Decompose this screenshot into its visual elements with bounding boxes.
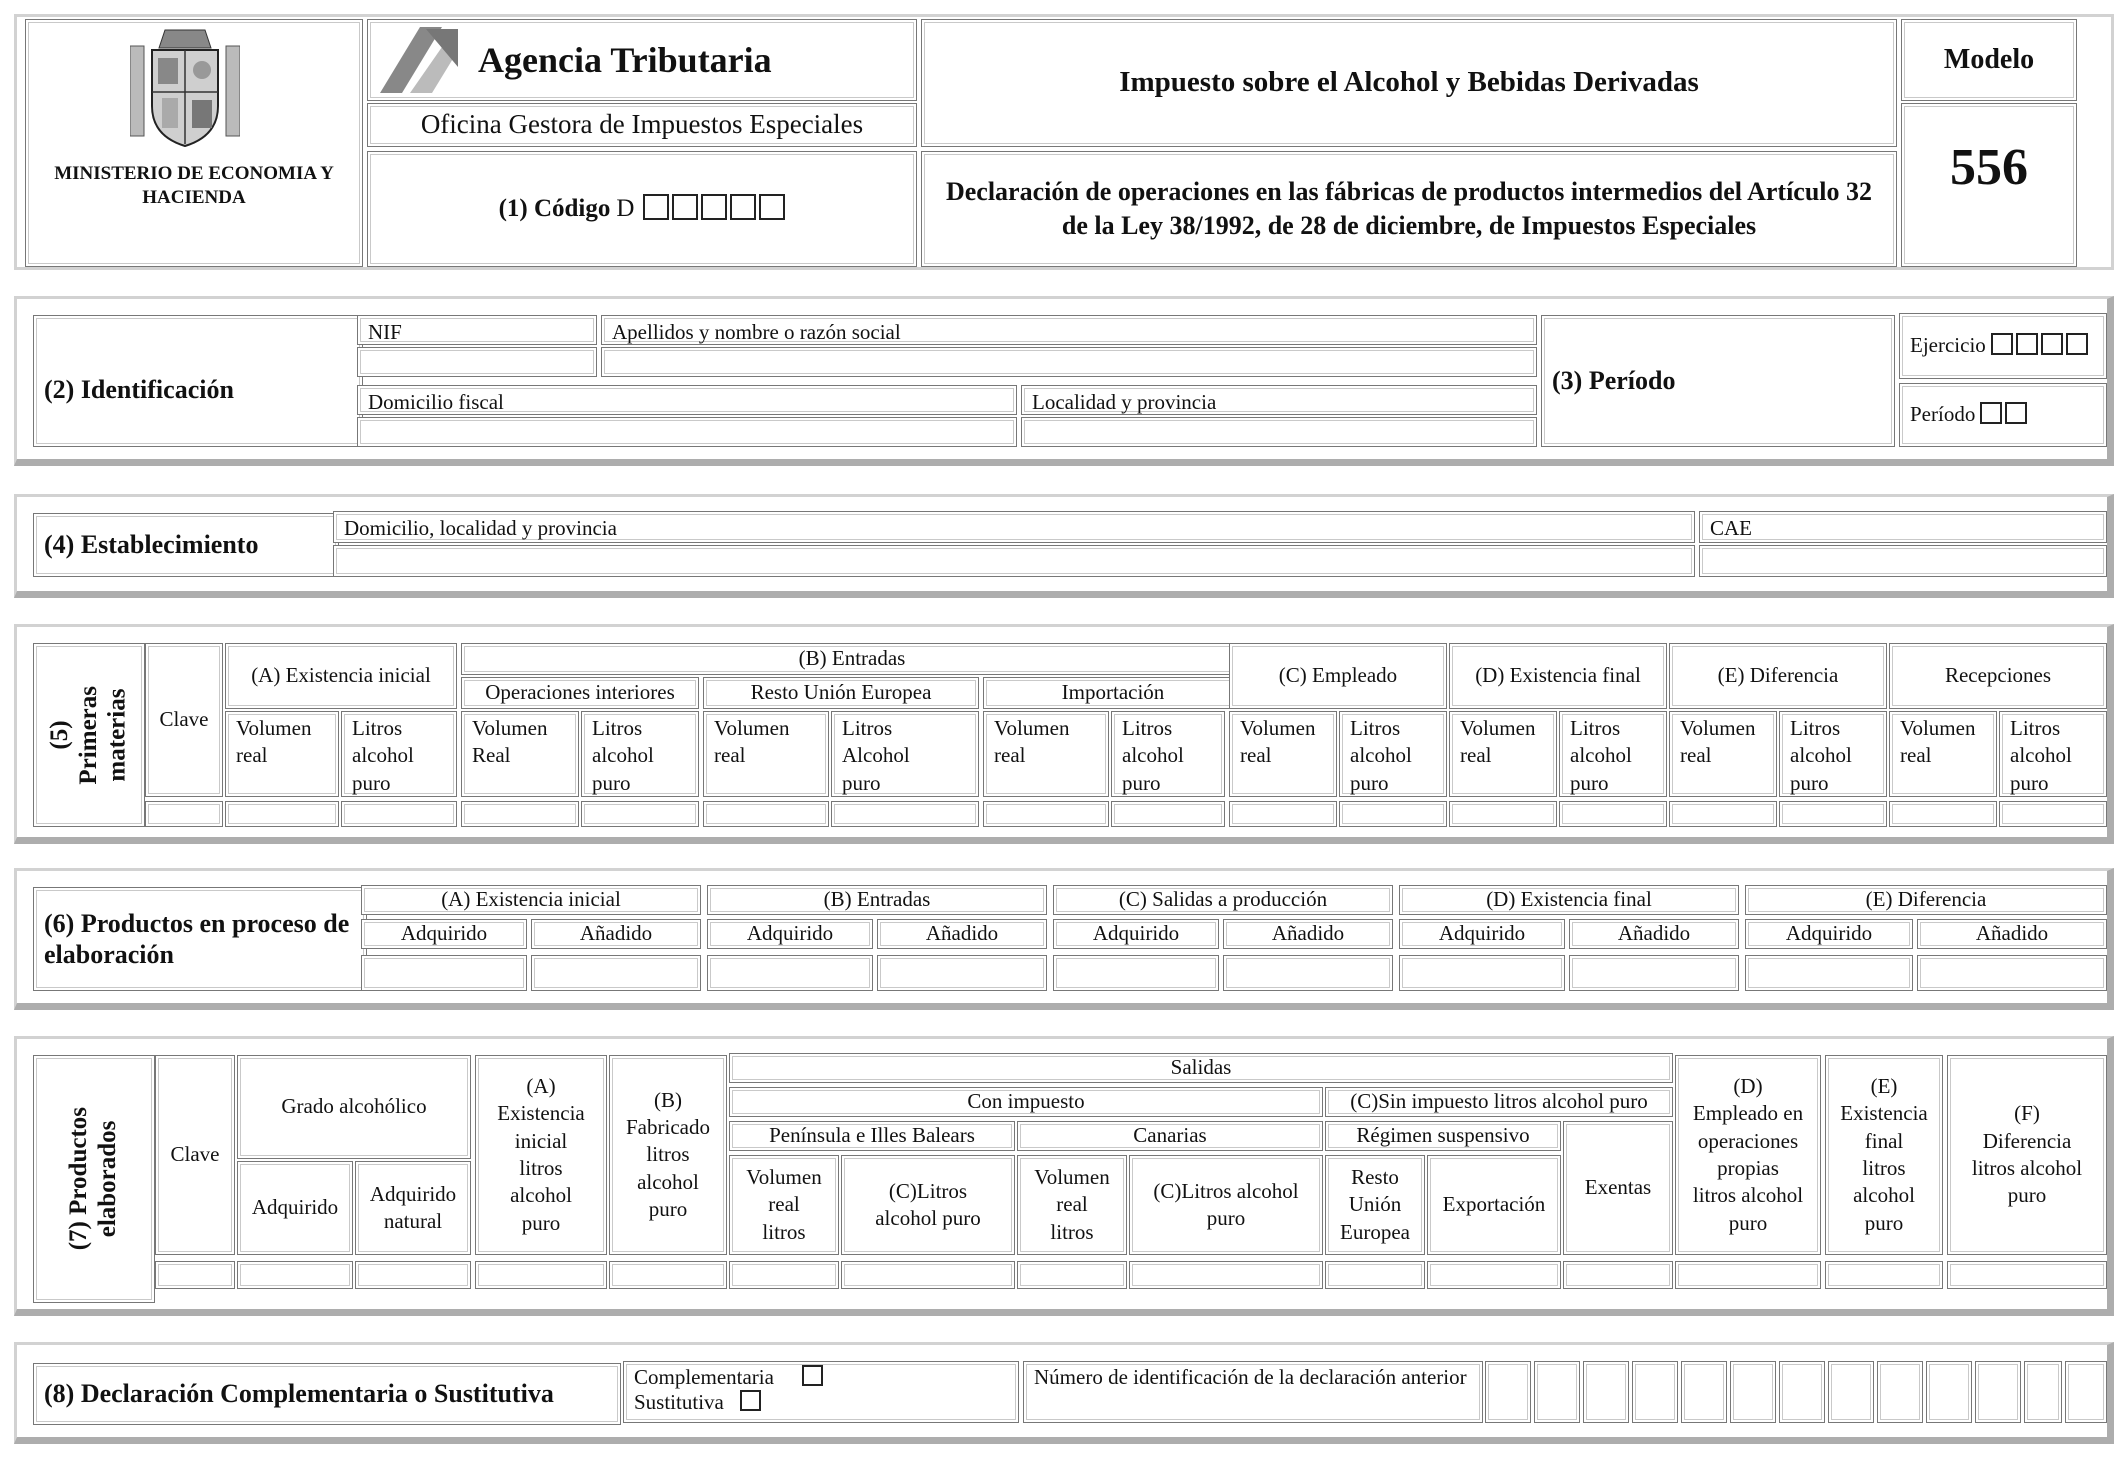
d-volumen-header: Volumen real bbox=[1449, 711, 1557, 797]
pen-volumen-input[interactable] bbox=[729, 1261, 839, 1289]
exentas-header: Exentas bbox=[1563, 1121, 1673, 1255]
ejercicio-label: Ejercicio bbox=[1910, 333, 1986, 358]
section-3-title: (3) Período bbox=[1541, 315, 1895, 447]
b-imp-volumen-header: Volumen real bbox=[983, 711, 1109, 797]
col-a-header: (A) Existencia inicial bbox=[225, 643, 457, 709]
c-volumen-header: Volumen real bbox=[1229, 711, 1337, 797]
agencia-tributaria-logo-icon bbox=[380, 27, 460, 93]
raw-materials-panel bbox=[14, 624, 2114, 844]
p7-f-input[interactable] bbox=[1947, 1261, 2107, 1289]
p6-b-adquirido-header: Adquirido bbox=[707, 919, 873, 949]
complementaria-sustitutiva-cell bbox=[623, 1361, 1019, 1423]
codigo-boxes[interactable] bbox=[640, 194, 785, 224]
c-volumen-input[interactable] bbox=[1229, 801, 1337, 827]
sin-impuesto-header: (C)Sin impuesto litros alcohol puro bbox=[1325, 1087, 1673, 1117]
periodo-label: Período bbox=[1910, 402, 1976, 427]
pen-litros-header: (C)Litros alcohol puro bbox=[841, 1155, 1015, 1255]
domicilio-field[interactable] bbox=[357, 417, 1017, 447]
e-volumen-input[interactable] bbox=[1669, 801, 1777, 827]
establishment-panel bbox=[14, 494, 2114, 598]
p6-a-anadido-input[interactable] bbox=[531, 955, 701, 991]
canarias-header: Canarias bbox=[1017, 1121, 1323, 1151]
numero-box-11[interactable] bbox=[1975, 1361, 2021, 1423]
ejercicio-boxes[interactable] bbox=[1988, 332, 2088, 359]
grado-natural-header: Adquirido natural bbox=[355, 1161, 471, 1255]
nif-label: NIF bbox=[357, 315, 597, 345]
name-field[interactable] bbox=[601, 347, 1537, 377]
periodo-boxes[interactable] bbox=[1977, 401, 2027, 428]
finished-products-panel bbox=[14, 1036, 2114, 1316]
p6-d-header: (D) Existencia final bbox=[1399, 885, 1739, 915]
complementaria-label: Complementaria bbox=[634, 1365, 774, 1389]
regimen-header: Régimen suspensivo bbox=[1325, 1121, 1561, 1151]
complementaria-checkbox[interactable] bbox=[802, 1365, 823, 1386]
p6-d-adquirido-header: Adquirido bbox=[1399, 919, 1565, 949]
can-volumen-header: Volumen real litros bbox=[1017, 1155, 1127, 1255]
p6-a-adquirido-input[interactable] bbox=[361, 955, 527, 991]
col-b-header: (B) Entradas bbox=[461, 643, 1243, 675]
declaration-title: Declaración de operaciones en las fábricas de productos intermedios del Artículo 32 de la Ley 38/1992, de 28 de diciembre, de Impuestos Especiales bbox=[945, 177, 1873, 240]
cae-label: CAE bbox=[1699, 511, 2107, 543]
office-cell bbox=[367, 103, 917, 147]
p6-c-anadido-header: Añadido bbox=[1223, 919, 1393, 949]
grado-header: Grado alcohólico bbox=[237, 1055, 471, 1159]
can-litros-header: (C)Litros alcohol puro bbox=[1129, 1155, 1323, 1255]
p6-e-adquirido-input[interactable] bbox=[1745, 955, 1913, 991]
p7-b-header: (B) Fabricado litros alcohol puro bbox=[609, 1055, 727, 1255]
header-panel bbox=[14, 14, 2114, 270]
section-5-title: (5) Primeras materias bbox=[33, 643, 145, 827]
e-litros-header: Litros alcohol puro bbox=[1779, 711, 1887, 797]
sustitutiva-label: Sustitutiva bbox=[634, 1390, 724, 1415]
peninsula-header: Península e Illes Balears bbox=[729, 1121, 1015, 1151]
p7-a-header: (A) Existencia inicial litros alcohol puro bbox=[475, 1055, 607, 1255]
section-7-title: (7) Productos elaborados bbox=[33, 1055, 155, 1303]
r-litros-header: Litros alcohol puro bbox=[1999, 711, 2107, 797]
numero-box-5[interactable] bbox=[1681, 1361, 1727, 1423]
grado-natural-input[interactable] bbox=[355, 1261, 471, 1289]
b-op-volumen-header: Volumen Real bbox=[461, 711, 579, 797]
salidas-header: Salidas bbox=[729, 1053, 1673, 1083]
op-interiores-header: Operaciones interiores bbox=[461, 677, 699, 709]
numero-box-2[interactable] bbox=[1534, 1361, 1580, 1423]
cae-field[interactable] bbox=[1699, 545, 2107, 577]
p7-clave-input[interactable] bbox=[155, 1261, 235, 1289]
numero-box-4[interactable] bbox=[1632, 1361, 1678, 1423]
b-ue-volumen-input[interactable] bbox=[703, 801, 829, 827]
sustitutiva-checkbox[interactable] bbox=[740, 1390, 761, 1411]
e-litros-input[interactable] bbox=[1779, 801, 1887, 827]
agency-cell bbox=[367, 19, 917, 101]
ejercicio-cell[interactable] bbox=[1899, 313, 2107, 379]
p6-e-anadido-header: Añadido bbox=[1917, 919, 2107, 949]
p7-d-header: (D) Empleado en operaciones propias litros alcohol puro bbox=[1675, 1055, 1821, 1255]
p6-c-adquirido-header: Adquirido bbox=[1053, 919, 1219, 949]
section-4-title: (4) Establecimiento bbox=[33, 513, 339, 577]
d-litros-input[interactable] bbox=[1559, 801, 1667, 827]
nif-field[interactable] bbox=[357, 347, 597, 377]
clave-header: Clave bbox=[145, 643, 223, 797]
col-d-header: (D) Existencia final bbox=[1449, 643, 1667, 709]
p7-a-input[interactable] bbox=[475, 1261, 607, 1289]
numero-box-9[interactable] bbox=[1877, 1361, 1923, 1423]
periodo-cell[interactable] bbox=[1899, 383, 2107, 447]
grado-adquirido-input[interactable] bbox=[237, 1261, 353, 1289]
exentas-input[interactable] bbox=[1563, 1261, 1673, 1289]
p6-e-anadido-input[interactable] bbox=[1917, 955, 2107, 991]
b-op-litros-header: Litros alcohol puro bbox=[581, 711, 699, 797]
r-volumen-input[interactable] bbox=[1889, 801, 1997, 827]
b-imp-litros-input[interactable] bbox=[1111, 801, 1225, 827]
p7-d-input[interactable] bbox=[1675, 1261, 1821, 1289]
establishment-address-label: Domicilio, localidad y provincia bbox=[333, 511, 1695, 543]
col-c-header: (C) Empleado bbox=[1229, 643, 1447, 709]
ministry-cell bbox=[25, 19, 363, 267]
complementary-panel bbox=[14, 1342, 2114, 1444]
b-op-litros-input[interactable] bbox=[581, 801, 699, 827]
office-name: Oficina Gestora de Impuestos Especiales bbox=[420, 109, 864, 140]
clave-input[interactable] bbox=[145, 801, 223, 827]
b-ue-litros-header: Litros Alcohol puro bbox=[831, 711, 979, 797]
p7-clave-header: Clave bbox=[155, 1055, 235, 1255]
name-label: Apellidos y nombre o razón social bbox=[601, 315, 1537, 345]
modelo-label-cell bbox=[1901, 19, 2077, 101]
numero-box-3[interactable] bbox=[1583, 1361, 1629, 1423]
p6-e-header: (E) Diferencia bbox=[1745, 885, 2107, 915]
p6-c-adquirido-input[interactable] bbox=[1053, 955, 1219, 991]
r-volumen-header: Volumen real bbox=[1889, 711, 1997, 797]
p7-e-input[interactable] bbox=[1825, 1261, 1943, 1289]
section-8-title: (8) Declaración Complementaria o Sustitutiva bbox=[33, 1363, 621, 1425]
a-volumen-input[interactable] bbox=[225, 801, 339, 827]
can-litros-input[interactable] bbox=[1129, 1261, 1323, 1289]
exportacion-input[interactable] bbox=[1427, 1261, 1561, 1289]
grado-adquirido-header: Adquirido bbox=[237, 1161, 353, 1255]
modelo-label: Modelo bbox=[1943, 43, 2035, 75]
e-volumen-header: Volumen real bbox=[1669, 711, 1777, 797]
establishment-address-field[interactable] bbox=[333, 545, 1695, 577]
sustitutiva-row[interactable] bbox=[634, 1390, 1008, 1415]
numero-label: Número de identificación de la declaración anterior bbox=[1023, 1361, 1483, 1423]
p6-e-adquirido-header: Adquirido bbox=[1745, 919, 1913, 949]
p6-d-anadido-header: Añadido bbox=[1569, 919, 1739, 949]
modelo-number: 556 bbox=[1950, 139, 2028, 196]
p6-b-anadido-input[interactable] bbox=[877, 955, 1047, 991]
agency-name: Agencia Tributaria bbox=[478, 39, 772, 80]
numero-box-1[interactable] bbox=[1485, 1361, 1531, 1423]
a-litros-input[interactable] bbox=[341, 801, 457, 827]
p6-b-adquirido-input[interactable] bbox=[707, 955, 873, 991]
p6-b-header: (B) Entradas bbox=[707, 885, 1047, 915]
p7-f-header: (F) Diferencia litros alcohol puro bbox=[1947, 1055, 2107, 1255]
p6-a-anadido-header: Añadido bbox=[531, 919, 701, 949]
b-op-volumen-input[interactable] bbox=[461, 801, 579, 827]
numero-box-7[interactable] bbox=[1779, 1361, 1825, 1423]
p6-b-anadido-header: Añadido bbox=[877, 919, 1047, 949]
con-impuesto-header: Con impuesto bbox=[729, 1087, 1323, 1117]
p6-c-header: (C) Salidas a producción bbox=[1053, 885, 1393, 915]
exportacion-header: Exportación bbox=[1427, 1155, 1561, 1255]
importacion-header: Importación bbox=[983, 677, 1243, 709]
ministry-name: MINISTERIO DE ECONOMIA Y HACIENDA bbox=[54, 162, 334, 209]
numero-box-10[interactable] bbox=[1926, 1361, 1972, 1423]
resto-ue-input[interactable] bbox=[1325, 1261, 1425, 1289]
c-litros-header: Litros alcohol puro bbox=[1339, 711, 1447, 797]
recepciones-header: Recepciones bbox=[1889, 643, 2107, 709]
d-volumen-input[interactable] bbox=[1449, 801, 1557, 827]
pen-volumen-header: Volumen real litros bbox=[729, 1155, 839, 1255]
resto-ue-header: Resto Unión Europea bbox=[703, 677, 979, 709]
c-litros-input[interactable] bbox=[1339, 801, 1447, 827]
codigo-label: (1) Código bbox=[498, 194, 611, 222]
identification-panel bbox=[14, 296, 2114, 466]
d-litros-header: Litros alcohol puro bbox=[1559, 711, 1667, 797]
b-imp-volumen-input[interactable] bbox=[983, 801, 1109, 827]
section-2-title: (2) Identificación bbox=[33, 315, 363, 447]
localidad-label: Localidad y provincia bbox=[1021, 385, 1537, 415]
section-6-title: (6) Productos en proceso de elaboración bbox=[33, 887, 367, 991]
numero-box-6[interactable] bbox=[1730, 1361, 1776, 1423]
complementaria-row[interactable] bbox=[634, 1365, 1008, 1390]
r-litros-input[interactable] bbox=[1999, 801, 2107, 827]
p6-a-adquirido-header: Adquirido bbox=[361, 919, 527, 949]
p6-d-anadido-input[interactable] bbox=[1569, 955, 1739, 991]
numero-box-13[interactable] bbox=[2065, 1361, 2107, 1423]
tax-title: Impuesto sobre el Alcohol y Bebidas Derivadas bbox=[1119, 66, 1699, 99]
b-ue-volumen-header: Volumen real bbox=[703, 711, 829, 797]
numero-box-12[interactable] bbox=[2024, 1361, 2062, 1423]
in-process-panel bbox=[14, 868, 2114, 1010]
modelo-number-cell bbox=[1901, 103, 2077, 267]
resto-ue-header: Resto Unión Europea bbox=[1325, 1155, 1425, 1255]
p7-e-header: (E) Existencia final litros alcohol puro bbox=[1825, 1055, 1943, 1255]
b-imp-litros-header: Litros alcohol puro bbox=[1111, 711, 1225, 797]
localidad-field[interactable] bbox=[1021, 417, 1537, 447]
p7-b-input[interactable] bbox=[609, 1261, 727, 1289]
domicilio-label: Domicilio fiscal bbox=[357, 385, 1017, 415]
a-litros-header: Litros alcohol puro bbox=[341, 711, 457, 797]
codigo-prefix: D bbox=[616, 194, 635, 222]
p6-c-anadido-input[interactable] bbox=[1223, 955, 1393, 991]
numero-box-8[interactable] bbox=[1828, 1361, 1874, 1423]
tax-title-cell bbox=[921, 19, 1897, 147]
codigo-cell bbox=[367, 151, 917, 267]
col-e-header: (E) Diferencia bbox=[1669, 643, 1887, 709]
coat-of-arms-icon bbox=[130, 26, 240, 151]
declaration-title-cell bbox=[921, 151, 1897, 267]
pen-litros-input[interactable] bbox=[841, 1261, 1015, 1289]
can-volumen-input[interactable] bbox=[1017, 1261, 1127, 1289]
a-volumen-header: Volumen real bbox=[225, 711, 339, 797]
p6-d-adquirido-input[interactable] bbox=[1399, 955, 1565, 991]
b-ue-litros-input[interactable] bbox=[831, 801, 979, 827]
p6-a-header: (A) Existencia inicial bbox=[361, 885, 701, 915]
